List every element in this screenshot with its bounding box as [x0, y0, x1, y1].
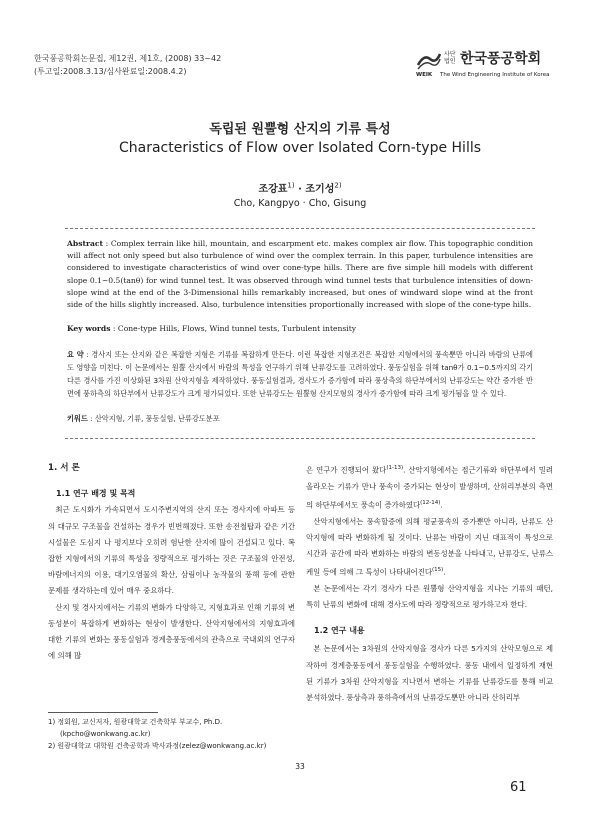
- citation: (12-14): [420, 499, 441, 506]
- paper-title-english: Characteristics of Flow over Isolated Corn-type Hills: [118, 140, 482, 156]
- footnotes: [48, 716, 295, 752]
- citation: (15): [431, 567, 444, 574]
- paper-title-korean: 독립된 원뿔형 산지의 기류 특성: [209, 122, 391, 137]
- abstract-label: Abstract: [67, 239, 104, 248]
- submission-dates: (투고일:2008.3.13/심사완료일:2008.4.2): [34, 67, 187, 76]
- journal-citation: 한국풍공학회논문집, 제12권, 제1호, (2008) 33~42: [34, 54, 222, 63]
- logo-small-bottom: 법인: [444, 58, 456, 65]
- paragraph-text: 산악지형에서는 풍속할증에 의해 평균풍속의 증가뿐만 아니라, 난류도 산악지형에 따라 변화하게 될 것이다. 난류는 바람이 지닌 대표적이 특성으로 시간과 공간에 따라 변화하는 바람의 변동성분을 나타내고, 난류강도, 난류스케일 등에 의해 그 특성이 나타내어진다: [306, 516, 553, 577]
- footnote-divider: [48, 712, 158, 713]
- body-paragraph: 은 연구가 진행되어 왔다$^{(1-13)}$. 산악지형에서는 접근기류와 하단부에서 밀려올라오는 기류가 만나 풍속이 증가되는 현상이 발생하며, 산허리부분의 측면의 하단부에서도 풍속이 증가하였다$^{(12-14)}$.: [306, 465, 553, 510]
- subsection-title-contents: 1.2 연구 내용: [314, 626, 365, 636]
- author1-name: 조강표: [258, 184, 288, 195]
- author-names-english: Cho, Kangpyo · Cho, Gisung: [233, 198, 367, 209]
- society-logo: [416, 48, 566, 84]
- subsection-title-background: 1.1 연구 배경 및 목적: [56, 489, 136, 499]
- paragraph-text: . 산악지형에서는 접근기류와 하단부에서 밀려올라오는 기류가 만나 풍속이 증가되는 현상이 발생하며, 산허리부분의 측면의 하단부에서도 풍속이 증가하였다: [306, 465, 553, 510]
- page-number-inner: 33: [295, 762, 305, 771]
- journal-header: [34, 52, 221, 78]
- footnote-2: 2) 원광대학교 대학원 건축공학과 박사과정(zelez@wonkwang.ac.kr): [48, 742, 267, 750]
- body-paragraph: 본 논문에서는 3차원의 산악지형을 경사가 다른 5가지의 산악모형으로 제작하여 경계층풍동에서 풍동실험을 수행하였다. 풍동 내에서 일정하게 재현된 기류가 3차원 산악지형을 지나면서 변하는 기류를 난류강도를 통해 비교분석하였다. 풍상측과 풍하측에서의 난류강도뿐만 아니라 산허리부: [306, 644, 553, 703]
- author1-mark: 1): [287, 181, 295, 190]
- page-number-outer: 61: [510, 780, 527, 795]
- english-keywords: [67, 323, 533, 335]
- keywords-text: : Cone-type Hills, Flows, Wind tunnel tests, Turbulent intensity: [110, 324, 357, 333]
- korean-abstract-text: : 경사지 또는 산지와 같은 복잡한 지형은 기류를 복잡하게 만든다. 이런 복잡한 지형조건은 복잡한 지형에서의 풍속뿐만 아니라 바람의 난류에도 영향을 미친다. 이 논문에서는 원뿔 산지에서 바람의 특성을 연구하기 위해 난류강도를 고려하였다. 풍동실험을 위해 tanθ가 0.1~0.5까지의 각기 다른 경사를 가진 이상화된 3차원 산악지형을 제작하였다. 풍동실험결과, 경사도가 증가함에 따라 풍상측의 하단부에서의 난류강도는 약간 증가한 반면에 풍하측의 하단부에서 난류강도가 크게 평가되었다. 또한 난류강도는 원뿔형 산지모형의 경사가 증가함에 따라 크게 평가됨을 알 수 있다.: [67, 350, 533, 398]
- left-column: [48, 460, 295, 664]
- abstract-text: : Complex terrain like hill, mountain, and escarpment etc. makes complex air flow. This topographic condition will affect not only speed but also turbulence of wind over the complex terrain. In this paper, turbulence intensities are considered to investigate characteristics of wind over cone-type hills. There are five simple hill models with different slope 0.1~0.5(tanθ) for wind tunnel test. It was observed through wind tunnel tests that turbulence intensities of down-slope wind at the end of the 3-Dimensional hills remarkably increased, but ones of windward slope wind at the front side of the hills slightly increased. Also, turbulence intensities proportionally increased with slope of the cone-type hills.: [67, 239, 533, 310]
- author-names-korean: [0, 180, 600, 195]
- body-paragraph: 최근 도시화가 가속되면서 도시주변지역의 산지 또는 경사지에 아파트 등의 대규모 구조물을 건설하는 경우가 빈번해졌다. 또한 송전철탑과 같은 기간시설물은 도심지 나 평지보다 오히려 험난한 산지에 많이 건설되고 있다. 복잡한 지형에서의 기류의 특성을 정량적으로 평가하는 것은 구조물의 안전성, 바람에너지의 이용, 대기오염물의 확산, 삼림이나 농작물의 풍해 등에 관한 문제를 생각하는데 있어 매우 중요하다.: [48, 505, 295, 596]
- society-english-name: The Wind Engineering Institute of Korea: [440, 72, 550, 78]
- society-abbrev: WEIK: [416, 72, 433, 78]
- author2-name: 조기성: [305, 184, 335, 195]
- author2-mark: 2): [334, 181, 342, 190]
- weik-logo-icon: [416, 50, 442, 70]
- author-separator: ·: [294, 184, 306, 195]
- right-column: [306, 460, 553, 706]
- abstract-top-divider: [65, 228, 535, 229]
- keywords-label: Key words: [67, 324, 111, 333]
- section-title-introduction: 1. 서 론: [48, 463, 80, 473]
- korean-keywords: [67, 414, 533, 424]
- korean-abstract: [67, 348, 533, 400]
- korean-keywords-label: 키워드: [67, 414, 88, 423]
- body-paragraph: 산지 및 경사지에서는 기류의 변화가 다양하고, 지형효과로 인해 기류의 변동성분이 복잡하게 변화하는 현상이 발생한다. 산악지형에서의 지형효과에 대한 기류의 변화는 풍동실험과 경계층풍동에서의 관측으로 국내외의 연구자에 의해 많: [48, 602, 295, 661]
- korean-abstract-label: 요 약: [67, 350, 84, 359]
- footnote-1: 1) 정회원, 교신저자, 원광대학교 건축학부 부교수, Ph.D.(kpcho@wonkwang.ac.kr): [48, 718, 223, 738]
- citation: (1-13): [386, 465, 404, 471]
- korean-keywords-text: : 산악지형, 기류, 풍동실험, 난류강도분포: [87, 414, 220, 423]
- logo-small-top: 사단: [444, 51, 456, 58]
- paragraph-text: 은 연구가 진행되어 왔다: [306, 465, 387, 475]
- english-abstract: [67, 238, 533, 311]
- society-name: 한국풍공학회: [460, 51, 542, 67]
- abstract-bottom-divider: [65, 438, 535, 439]
- body-paragraph: 본 논문에서는 각기 경사가 다른 원뿔형 산악지형을 지나는 기류의 패턴, 특히 난류의 변화에 대해 경사도에 따라 정량적으로 평가하고자 한다.: [306, 583, 553, 610]
- body-paragraph: 산악지형에서는 풍속할증에 의해 평균풍속의 증가뿐만 아니라, 난류도 산악지형에 따라 변화하게 될 것이다. 난류는 바람이 지닌 대표적이 특성으로 시간과 공간에 따라 변화하는 바람의 변동성분을 나타내고, 난류강도, 난류스케일 등에 의해 그 특성이 나타내어진다$^{(15)}$.: [306, 516, 553, 577]
